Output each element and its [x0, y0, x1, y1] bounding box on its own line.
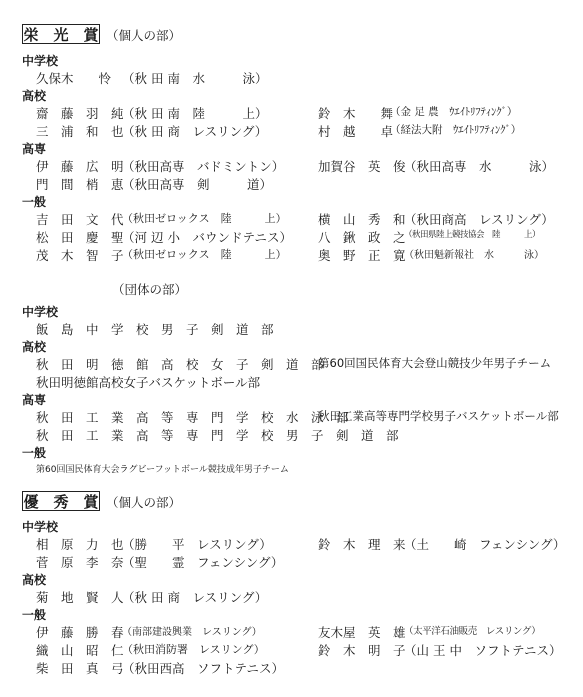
eiko-ind-hs-row [36, 122, 267, 140]
person-name: 鈴 木 明 子 [318, 643, 406, 658]
person-name: 門 間 梢 恵 [36, 177, 124, 192]
eiko-ind-category-kosen: 高専 [22, 142, 47, 156]
person-affiliation: （秋 田 商 レスリング） [122, 124, 268, 139]
person-affiliation: （秋田西高 ソフトテニス） [122, 661, 285, 676]
person-affiliation: （秋田高専 バドミントン） [122, 159, 285, 174]
yushu-award-title: 優 秀 賞 [23, 493, 99, 511]
yushu-jhs-row [318, 535, 565, 553]
person-affiliation: （山 王 中 ソフトテニス） [404, 643, 562, 658]
eiko-ind-general-row [318, 228, 540, 246]
eiko-team-category-jhs: 中学校 [22, 305, 59, 319]
eiko-ind-category-hs: 高校 [22, 89, 47, 103]
eiko-team-category-hs: 高校 [22, 340, 47, 354]
team-entry: 秋 田 工 業 高 等 専 門 学 校 水 泳 部 [36, 410, 349, 425]
person-name: 齋 藤 羽 純 [36, 106, 124, 121]
person-affiliation: （秋田県陸上競技協会 陸 上） [404, 230, 541, 240]
person-affiliation: （秋 田 商 レスリング） [122, 590, 268, 605]
eiko-ind-category-general: 一般 [22, 195, 47, 209]
person-affiliation: （秋田ゼロックス 陸 上） [122, 248, 287, 261]
yushu-category-general: 一般 [22, 608, 47, 622]
person-name: 織 山 昭 仁 [36, 643, 124, 658]
team-entry: 飯 島 中 学 校 男 子 剣 道 部 [36, 322, 274, 337]
eiko-ind-kosen-row [318, 157, 554, 175]
yushu-general-row [36, 623, 262, 641]
person-name: 伊 藤 広 明 [36, 159, 124, 174]
person-name: 鈴 木 理 来 [318, 537, 406, 552]
eiko-ind-jhs-row [36, 69, 267, 87]
team-entry: 秋田工業高等専門学校男子バスケットボール部 [318, 409, 559, 423]
yushu-category-hs: 高校 [22, 573, 47, 587]
eiko-ind-hs-row [318, 104, 517, 122]
yushu-jhs-row [36, 553, 283, 571]
eiko-ind-hs-row [36, 104, 267, 122]
eiko-ind-general-row [36, 246, 287, 264]
person-affiliation: （勝 平 レスリング） [122, 537, 272, 552]
person-name: 村 越 卓 [318, 124, 394, 139]
person-affiliation: （秋田消防署 レスリング） [122, 643, 265, 656]
person-name: 柴 田 真 弓 [36, 661, 124, 676]
person-name: 鈴 木 舞 [318, 106, 394, 121]
eiko-ind-general-row [318, 210, 554, 228]
person-affiliation: （秋田商高 レスリング） [404, 212, 554, 227]
person-name: 菅 原 李 奈 [36, 555, 124, 570]
person-affiliation: （経法大附 ｳｴｲﾄﾘﾌﾃｨﾝｸﾞ） [390, 124, 522, 136]
yushu-general-row [36, 659, 284, 677]
person-affiliation: （秋田ゼロックス 陸 上） [122, 212, 287, 225]
eiko-ind-hs-row [318, 122, 521, 140]
eiko-team-category-general: 一般 [22, 446, 47, 460]
eiko-ind-category-jhs: 中学校 [22, 54, 59, 68]
team-entry: 秋田明徳館高校女子バスケットボール部 [36, 375, 261, 390]
yushu-hs-row [36, 588, 267, 606]
person-name: 菊 地 賢 人 [36, 590, 124, 605]
eiko-ind-kosen-row [36, 157, 284, 175]
eiko-team-label: （団体の部） [112, 282, 188, 297]
yushu-individual-label: （個人の部） [106, 495, 182, 510]
eiko-award-title: 栄 光 賞 [23, 26, 99, 44]
eiko-team-category-kosen: 高専 [22, 393, 47, 407]
eiko-ind-kosen-row [36, 175, 272, 193]
person-affiliation: （秋 田 南 水 泳） [122, 71, 268, 86]
person-affiliation: （金 足 農 ｳｴｲﾄﾘﾌﾃｨﾝｸﾞ） [390, 106, 518, 118]
person-name: 吉 田 文 代 [36, 212, 124, 227]
person-name: 友木屋 英 雄 [318, 625, 406, 640]
person-affiliation: （聖 霊 フェンシング） [122, 555, 284, 570]
yushu-general-row [36, 641, 265, 659]
yushu-general-row [318, 623, 540, 641]
person-affiliation: （秋田魁新報社 水 泳） [404, 250, 544, 261]
yushu-category-jhs: 中学校 [22, 520, 59, 534]
person-affiliation: （南部建設興業 レスリング） [122, 627, 262, 638]
person-affiliation: （土 崎 フェンシング） [404, 537, 566, 552]
team-entry: 秋 田 工 業 高 等 専 門 学 校 男 子 剣 道 部 [36, 428, 399, 443]
person-name: 奥 野 正 寛 [318, 248, 406, 263]
person-affiliation: （秋 田 南 陸 上） [122, 106, 268, 121]
eiko-individual-label: （個人の部） [106, 28, 182, 43]
person-affiliation: （秋田高専 水 泳） [404, 159, 555, 174]
person-affiliation: （河 辺 小 バウンドテニス） [122, 230, 292, 245]
person-affiliation: （太平洋石油販売 レスリング） [404, 626, 541, 637]
yushu-general-row [318, 641, 561, 659]
person-name: 伊 藤 勝 春 [36, 625, 124, 640]
person-name: 横 山 秀 和 [318, 212, 406, 227]
eiko-ind-general-row [36, 228, 292, 246]
person-name: 久保木 怜 [36, 71, 112, 86]
person-name: 相 原 力 也 [36, 537, 124, 552]
team-entry: 第60回国民体育大会登山競技少年男子チーム [318, 356, 552, 370]
team-entry: 第60回国民体育大会ラグビーフットボール競技成年男子チーム [36, 465, 289, 475]
person-affiliation: （秋田高専 剣 道） [122, 177, 273, 192]
eiko-ind-general-row [36, 210, 287, 228]
eiko-ind-general-row [318, 246, 544, 264]
person-name: 三 浦 和 也 [36, 124, 124, 139]
person-name: 茂 木 智 子 [36, 248, 124, 263]
person-name: 松 田 慶 聖 [36, 230, 124, 245]
person-name: 加賀谷 英 俊 [318, 159, 406, 174]
yushu-jhs-row [36, 535, 272, 553]
person-name: 八 鍬 政 之 [318, 230, 406, 245]
team-entry: 秋 田 明 徳 館 高 校 女 子 剣 道 部 [36, 357, 324, 372]
